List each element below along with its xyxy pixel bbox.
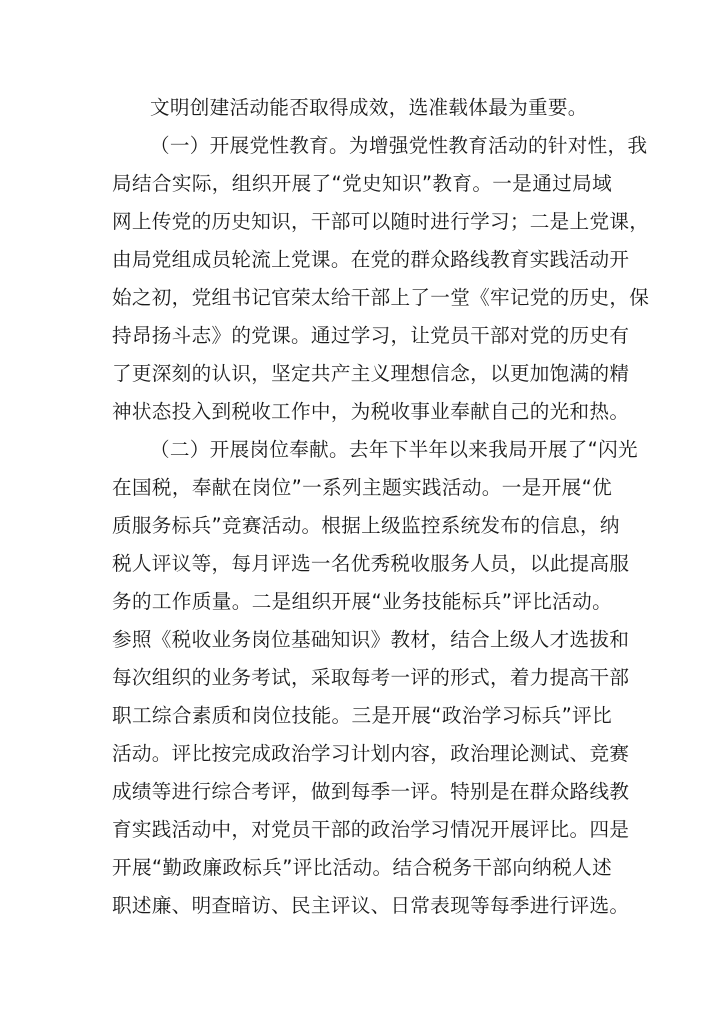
text-line: 每次组织的业务考试，采取每考一评的形式，着力提高干部: [112, 666, 630, 689]
text-line: 了更深刻的认识，坚定共产主义理想信念，以更加饱满的精: [112, 362, 630, 385]
paragraph-party-education: [112, 127, 650, 431]
text-line: 在国税，奉献在岗位”一系列主题实践活动。一是开展“优: [112, 476, 612, 499]
text-line: 神状态投入到税收工作中，为税收事业奉献自己的光和热。: [112, 400, 630, 423]
text-line: 开展“勤政廉政标兵”评比活动。结合税务干部向纳税人述: [112, 856, 612, 879]
text-line: 活动。评比按完成政治学习计划内容，政治理论测试、竞赛: [112, 742, 630, 765]
document-body: [112, 89, 650, 925]
text-line: 职述廉、明查暗访、民主评议、日常表现等每季进行评选。: [112, 894, 630, 917]
paragraph-intro: [112, 89, 612, 127]
text-line: 持昂扬斗志》的党课。通过学习，让党员干部对党的历史有: [112, 324, 630, 347]
text-line: 质服务标兵”竞赛活动。根据上级监控系统发布的信息，纳: [112, 514, 620, 537]
text-line: （二）开展岗位奉献。去年下半年以来我局开展了“闪光: [150, 438, 638, 461]
text-line: 由局党组成员轮流上党课。在党的群众路线教育实践活动开: [112, 248, 630, 271]
text-line: 网上传党的历史知识，干部可以随时进行学习；二是上党课，: [112, 210, 650, 233]
text-line: 税人评议等，每月评选一名优秀税收服务人员，以此提高服: [112, 552, 630, 575]
text-line: 育实践活动中，对党员干部的政治学习情况开展评比。四是: [112, 818, 630, 841]
text-line: 文明创建活动能否取得成效，选准载体最为重要。: [150, 96, 588, 119]
text-line: 务的工作质量。二是组织开展“业务技能标兵”评比活动。: [112, 590, 612, 613]
text-line: 参照《税收业务岗位基础知识》教材，结合上级人才选拔和: [112, 628, 630, 651]
paragraph-post-dedication: [112, 431, 638, 925]
text-line: 职工综合素质和岗位技能。三是开展“政治学习标兵”评比: [112, 704, 612, 727]
text-line: 始之初，党组书记官荣太给干部上了一堂《牢记党的历史，保: [112, 286, 650, 309]
text-line: （一）开展党性教育。为增强党性教育活动的针对性，我: [150, 134, 648, 157]
text-line: 成绩等进行综合考评，做到每季一评。特别是在群众路线教: [112, 780, 630, 803]
text-line: 局结合实际，组织开展了“党史知识”教育。一是通过局域: [112, 172, 612, 195]
